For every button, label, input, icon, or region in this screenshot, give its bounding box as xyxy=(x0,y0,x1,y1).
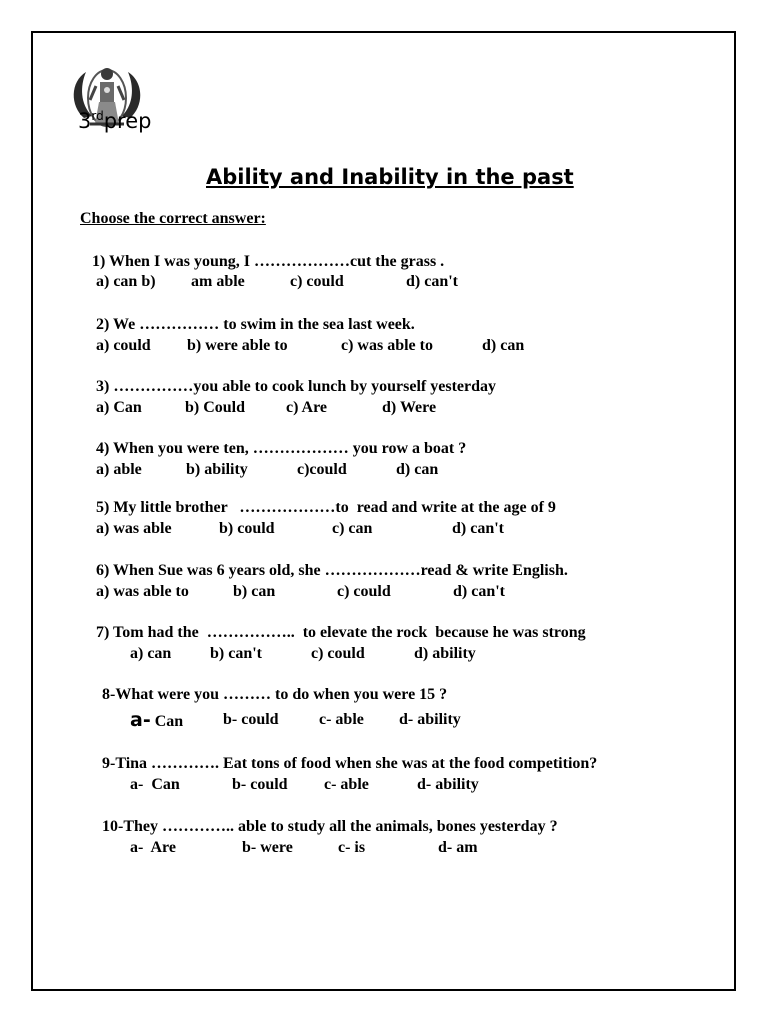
option-d: d) can't xyxy=(453,583,505,600)
option-c: c)could xyxy=(297,461,347,478)
option-d: d- am xyxy=(438,839,478,856)
option-b: b) Could xyxy=(185,399,246,416)
grade-word: prep xyxy=(103,109,152,133)
option-d: d) can xyxy=(396,461,439,478)
option-c: c) could xyxy=(290,273,344,290)
option-d: d- ability xyxy=(399,711,461,728)
option-a: a) was able xyxy=(96,520,172,537)
option-a-text: Can xyxy=(154,713,184,730)
option-a: a) can b) xyxy=(96,273,156,290)
question-7: 7) Tom had the …………….. to elevate the rock because he was strong xyxy=(96,624,586,641)
question-4: 4) When you were ten, ……………… you row a boat ? xyxy=(96,440,467,457)
option-b: b) can't xyxy=(210,645,262,662)
option-c: c) was able to xyxy=(341,337,433,354)
instruction: Choose the correct answer: xyxy=(80,210,266,227)
option-b: b) could xyxy=(219,520,275,537)
option-a: a) could xyxy=(96,337,151,354)
option-c: c- able xyxy=(324,776,369,793)
page-title: Ability and Inability in the past xyxy=(206,165,574,189)
option-b: b) ability xyxy=(186,461,248,478)
option-c: c) could xyxy=(337,583,391,600)
option-b: b- were xyxy=(242,839,293,856)
grade-label xyxy=(78,104,151,133)
question-2: 2) We …………… to swim in the sea last week. xyxy=(96,316,415,333)
grade-number: 3 xyxy=(78,109,92,133)
option-b: b) can xyxy=(233,583,276,600)
option-d: d) can't xyxy=(406,273,458,290)
option-a: a- Can xyxy=(130,776,180,793)
option-a xyxy=(130,710,183,732)
option-a: a- Are xyxy=(130,839,176,856)
option-a: a) able xyxy=(96,461,142,478)
option-c: c- able xyxy=(319,711,364,728)
option-c: c) could xyxy=(311,645,365,662)
option-b: b) were able to xyxy=(187,337,288,354)
option-b: am able xyxy=(191,273,245,290)
option-d: d) Were xyxy=(382,399,437,416)
option-a: a) Can xyxy=(96,399,142,416)
question-3: 3) ……………you able to cook lunch by yourself yesterday xyxy=(96,378,496,395)
option-a-letter: a- xyxy=(130,709,151,731)
question-1: 1) When I was young, I ………………cut the grass . xyxy=(92,253,445,270)
option-c: c) Are xyxy=(286,399,328,416)
option-d: d- ability xyxy=(417,776,479,793)
question-9: 9-Tina …………. Eat tons of food when she was at the food competition? xyxy=(102,755,598,772)
question-8: 8-What were you ……… to do when you were 15 ? xyxy=(102,686,448,703)
option-d: d) ability xyxy=(414,645,476,662)
question-6: 6) When Sue was 6 years old, she ………………read & write English. xyxy=(96,562,568,579)
option-b: b- could xyxy=(232,776,288,793)
option-c: c) can xyxy=(332,520,373,537)
grade-suffix: rd xyxy=(91,109,104,123)
option-a: a) was able to xyxy=(96,583,189,600)
options-10 xyxy=(130,838,478,938)
option-c: c- is xyxy=(338,839,366,856)
question-5: 5) My little brother ………………to read and write at the age of 9 xyxy=(96,499,556,516)
option-a: a) can xyxy=(130,645,172,662)
question-10: 10-They ………….. able to study all the animals, bones yesterday ? xyxy=(102,818,558,835)
option-d: d) can xyxy=(482,337,525,354)
option-d: d) can't xyxy=(452,520,504,537)
option-b: b- could xyxy=(223,711,279,728)
